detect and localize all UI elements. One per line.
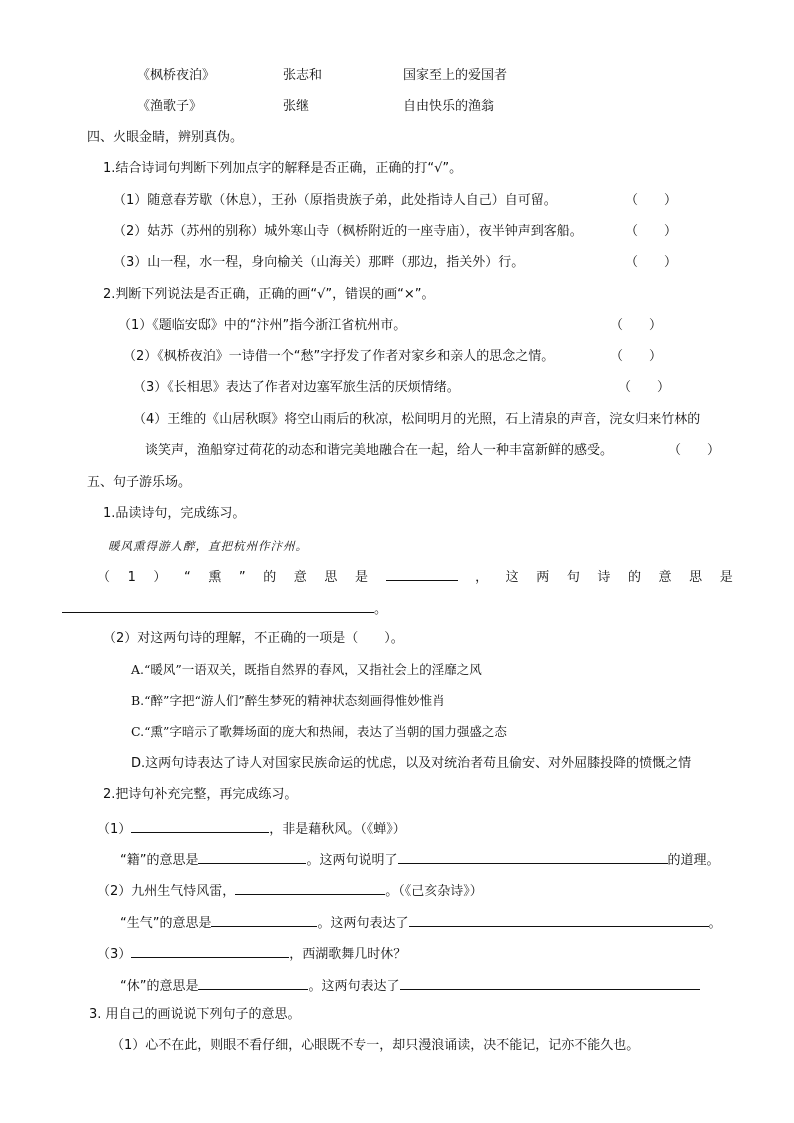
poem-quote: 暖风熏得游人醉，直把杭州作汴州。 <box>108 539 308 553</box>
table-row <box>137 98 202 116</box>
char: （ <box>97 570 111 585</box>
answer-blank[interactable] <box>131 818 269 833</box>
question-item-continued: 谈笑声，渔船穿过荷花的动态和谐完美地融合在一起，给人一种丰富新鲜的感受。 <box>145 443 614 458</box>
item-suffix: 。（《己亥杂诗》） <box>385 884 483 899</box>
meaning-label: “休”的意思是 <box>120 979 199 994</box>
char: 的 <box>627 570 641 585</box>
answer-blank[interactable] <box>400 975 700 990</box>
question-prompt: 1.品读诗句，完成练习。 <box>103 506 246 521</box>
answer-blank[interactable] <box>235 880 385 895</box>
question-item: （2）姑苏（苏州的别称）城外寒山寺（枫桥附近的一座寺庙），夜半钟声到客船。 <box>113 224 583 239</box>
answer-blank[interactable] <box>386 566 458 581</box>
item-prefix: （1） <box>97 822 132 837</box>
question-item: （3）山一程，水一程，身向榆关（山海关）那畔（那边，指关外）行。 <box>113 255 525 270</box>
char: ” <box>238 570 246 585</box>
fill-in-row <box>97 818 406 839</box>
option-d[interactable]: D.这两句诗表达了诗人对国家民族命运的忧虑，以及对统治者苟且偷安、对外屈膝投降的愤慨之情 <box>131 756 692 771</box>
question-item: （3）《长相思》表达了作者对边塞军旅生活的厌烦情绪。 <box>133 380 460 395</box>
answer-blank[interactable] <box>211 912 317 927</box>
poem-author: 张志和 <box>283 68 323 83</box>
char: 是 <box>719 570 733 585</box>
answer-paren[interactable]: （ ） <box>610 318 663 333</box>
answer-paren[interactable]: （ ） <box>668 443 721 458</box>
meaning-label: 。这两句表达了 <box>308 979 400 994</box>
char: ， <box>475 570 489 585</box>
poem-author: 张继 <box>283 99 310 114</box>
char: 的 <box>263 570 277 585</box>
item-prefix: （2）九州生气恃风雷， <box>97 884 236 899</box>
answer-blank[interactable] <box>62 598 374 613</box>
fill-in-row <box>97 566 733 587</box>
fill-in-row <box>97 880 483 901</box>
char: 意 <box>293 570 307 585</box>
meaning-label: “籍”的意思是 <box>120 853 199 868</box>
char: 是 <box>354 570 368 585</box>
char: ） <box>153 570 167 585</box>
option-a[interactable]: A.“暖风”一语双关，既指自然界的春风，又指社会上的淫靡之风 <box>131 662 482 677</box>
answer-blank[interactable] <box>198 849 306 864</box>
meaning-label: 的道理。 <box>667 853 720 868</box>
poem-title: 《枫桥夜泊》 <box>137 68 216 83</box>
answer-blank[interactable] <box>131 943 289 958</box>
char: 意 <box>658 570 672 585</box>
question-item: （2）《枫桥夜泊》一诗借一个“愁”字抒发了作者对家乡和亲人的思念之情。 <box>123 349 555 364</box>
meaning-label: “生气”的意思是 <box>120 916 212 931</box>
question-item: （4）王维的《山居秋暝》将空山雨后的秋凉，松间明月的光照，石上清泉的声音，浣女归来竹林的 <box>133 412 701 427</box>
option-c[interactable]: C.“熏”字暗示了歌舞场面的庞大和热闹，表达了当朝的国力强盛之态 <box>131 724 507 739</box>
question-prompt: 3. 用自己的画说说下列句子的意思。 <box>89 1007 301 1022</box>
fill-in-row <box>120 912 722 933</box>
period: 。 <box>374 602 388 617</box>
fill-in-row <box>120 975 700 996</box>
char: 这 <box>505 570 519 585</box>
char: 思 <box>324 570 338 585</box>
answer-paren[interactable]: （ ） <box>625 255 678 270</box>
char: 思 <box>689 570 703 585</box>
question-item: （1）《题临安邸》中的“汴州”指今浙江省杭州市。 <box>118 318 407 333</box>
meaning-label: 。这两句表达了 <box>317 916 409 931</box>
question-prompt: 2.把诗句补充完整，再完成练习。 <box>103 787 298 802</box>
section-heading: 四、火眼金睛，辨别真伪。 <box>87 130 244 145</box>
item-suffix: ，西湖歌舞几时休？ <box>289 947 407 962</box>
fill-in-row <box>97 943 406 964</box>
question-prompt: 2.判断下列说法是否正确，正确的画“√”，错误的画“×”。 <box>103 287 435 302</box>
answer-blank[interactable] <box>398 849 668 864</box>
char: 诗 <box>597 570 611 585</box>
fill-in-row <box>120 849 720 870</box>
poem-title: 《渔歌子》 <box>137 99 203 114</box>
item-suffix: ，非是藉秋风。（《蝉》） <box>269 822 406 837</box>
period: 。 <box>708 916 722 931</box>
section-heading: 五、句子游乐场。 <box>87 475 192 490</box>
answer-paren[interactable]: （ ） <box>610 349 663 364</box>
poet-description: 自由快乐的渔翁 <box>403 99 495 114</box>
question-item: （1）心不在此，则眼不看仔细，心眼既不专一，却只漫浪诵读，决不能记，记亦不能久也。 <box>111 1038 640 1053</box>
char: 熏 <box>208 570 222 585</box>
item-prefix: （3） <box>97 947 132 962</box>
answer-paren[interactable]: （ ） <box>625 224 678 239</box>
fill-in-row <box>62 598 387 619</box>
poet-description: 国家至上的爱国者 <box>403 68 508 83</box>
question-prompt: （2）对这两句诗的理解，不正确的一项是（ ）。 <box>103 631 404 646</box>
question-item: （1）随意春芳歇（休息），王孙（原指贵族子弟，此处指诗人自己）自可留。 <box>113 193 557 208</box>
answer-blank[interactable] <box>409 912 709 927</box>
char: “ <box>184 570 191 585</box>
char: 两 <box>536 570 550 585</box>
answer-paren[interactable]: （ ） <box>625 193 678 208</box>
answer-paren[interactable]: （ ） <box>618 380 671 395</box>
char: 1 <box>127 570 136 585</box>
char: 句 <box>566 570 580 585</box>
option-b[interactable]: B.“醉”字把“游人们”醉生梦死的精神状态刻画得惟妙惟肖 <box>131 693 445 708</box>
answer-blank[interactable] <box>198 975 308 990</box>
question-prompt: 1.结合诗词句判断下列加点字的解释是否正确，正确的打“√”。 <box>103 161 463 176</box>
table-row <box>137 67 215 85</box>
meaning-label: 。这两句说明了 <box>306 853 398 868</box>
